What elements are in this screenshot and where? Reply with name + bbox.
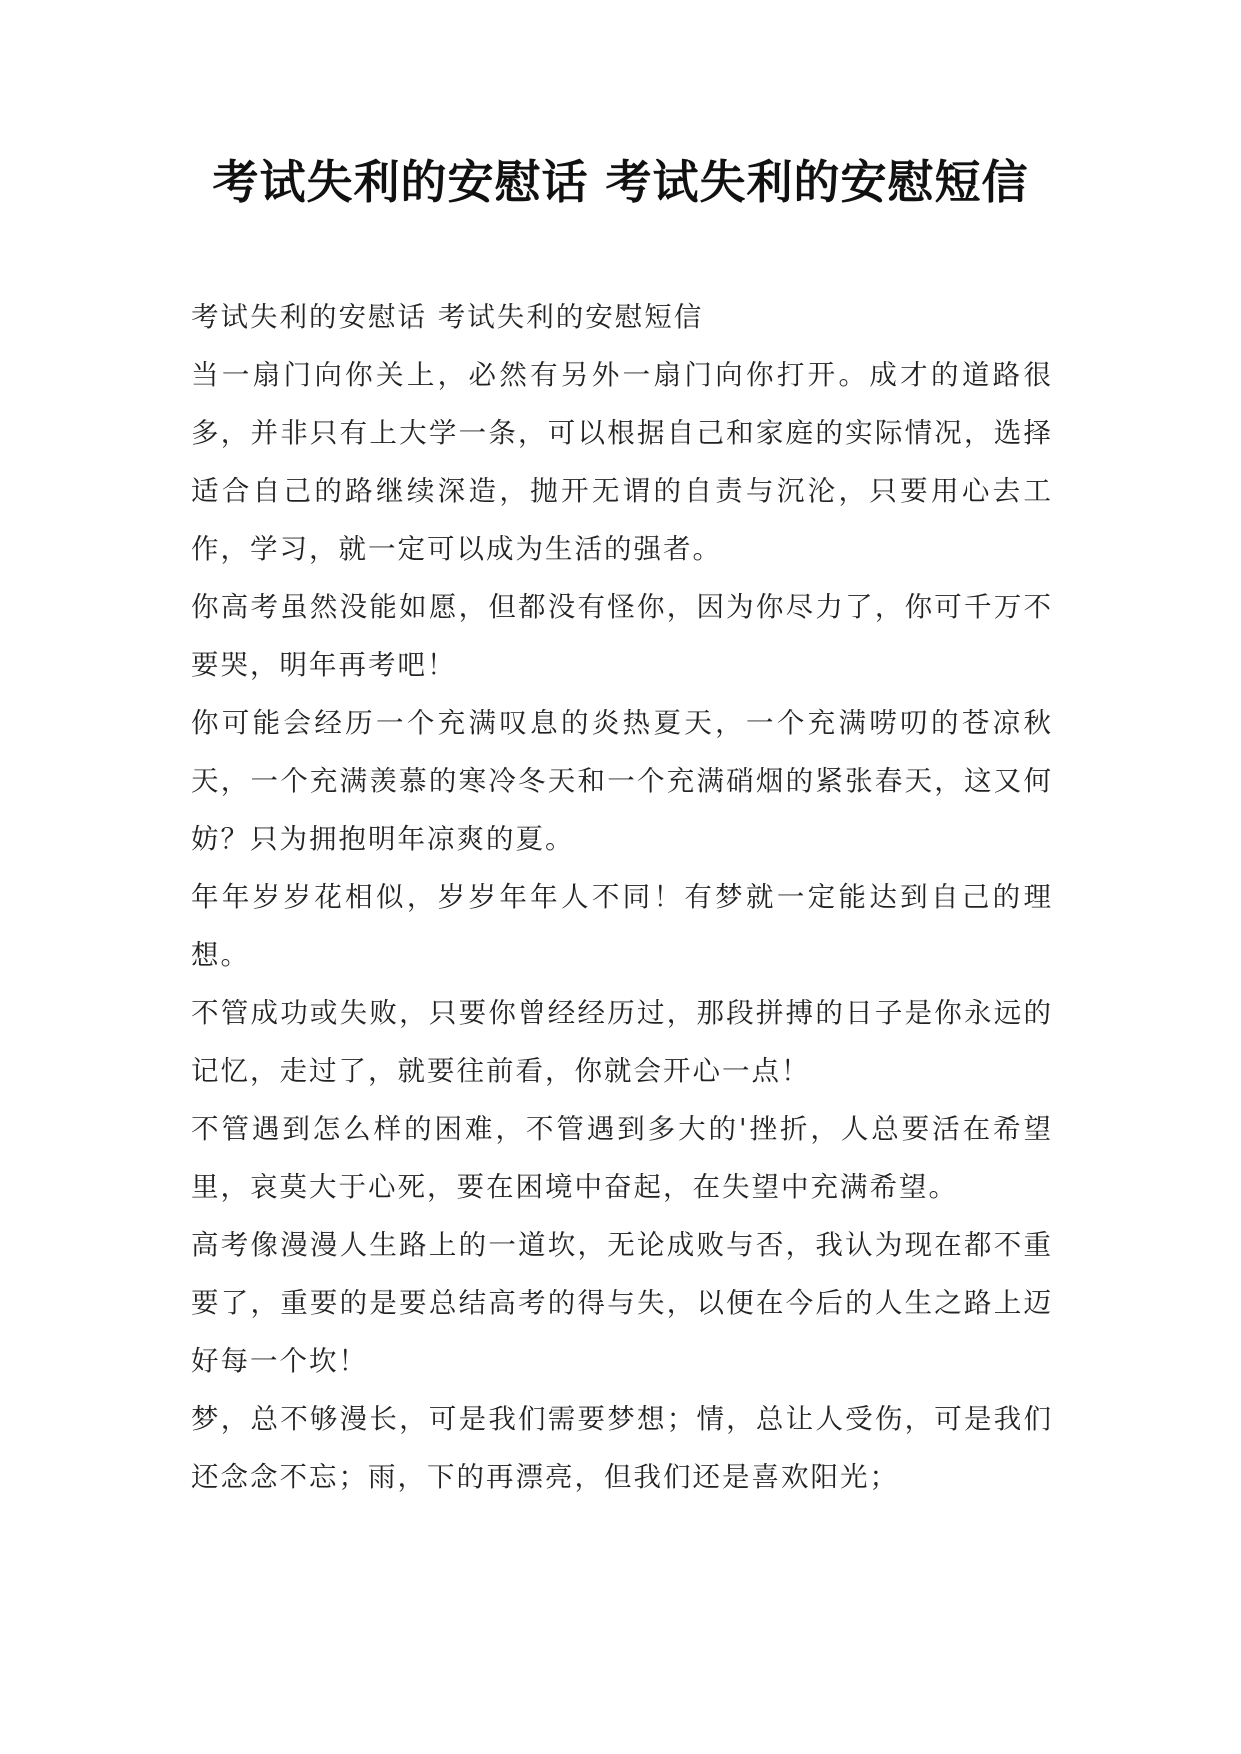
paragraph: 不管成功或失败，只要你曾经经历过，那段拼搏的日子是你永远的记忆，走过了，就要往前看，你就会开心一点！ xyxy=(191,997,1053,1087)
paragraph-subtitle: 考试失利的安慰话 考试失利的安慰短信 xyxy=(191,301,704,333)
paragraph: 梦，总不够漫长，可是我们需要梦想；情，总让人受伤，可是我们还念念不忘；雨，下的再漂亮，但我们还是喜欢阳光； xyxy=(191,1403,1053,1493)
document-body xyxy=(191,288,1053,1506)
document-title: 考试失利的安慰话 考试失利的安慰短信 xyxy=(212,155,1029,209)
paragraph: 当一扇门向你关上，必然有另外一扇门向你打开。成才的道路很多，并非只有上大学一条，可以根据自己和家庭的实际情况，选择适合自己的路继续深造，抛开无谓的自责与沉沦，只要用心去工作，学习，就一定可以成为生活的强者。 xyxy=(191,359,1053,565)
paragraph: 你高考虽然没能如愿，但都没有怪你，因为你尽力了，你可千万不要哭，明年再考吧！ xyxy=(191,591,1053,681)
paragraph: 高考像漫漫人生路上的一道坎，无论成败与否，我认为现在都不重要了，重要的是要总结高考的得与失，以便在今后的人生之路上迈好每一个坎！ xyxy=(191,1229,1053,1377)
paragraph: 不管遇到怎么样的困难，不管遇到多大的'挫折，人总要活在希望里，哀莫大于心死，要在困境中奋起，在失望中充满希望。 xyxy=(191,1113,1053,1203)
paragraph: 年年岁岁花相似，岁岁年年人不同！有梦就一定能达到自己的理想。 xyxy=(191,881,1053,971)
paragraph: 你可能会经历一个充满叹息的炎热夏天，一个充满唠叨的苍凉秋天，一个充满羡慕的寒冷冬天和一个充满硝烟的紧张春天，这又何妨？只为拥抱明年凉爽的夏。 xyxy=(191,707,1053,855)
